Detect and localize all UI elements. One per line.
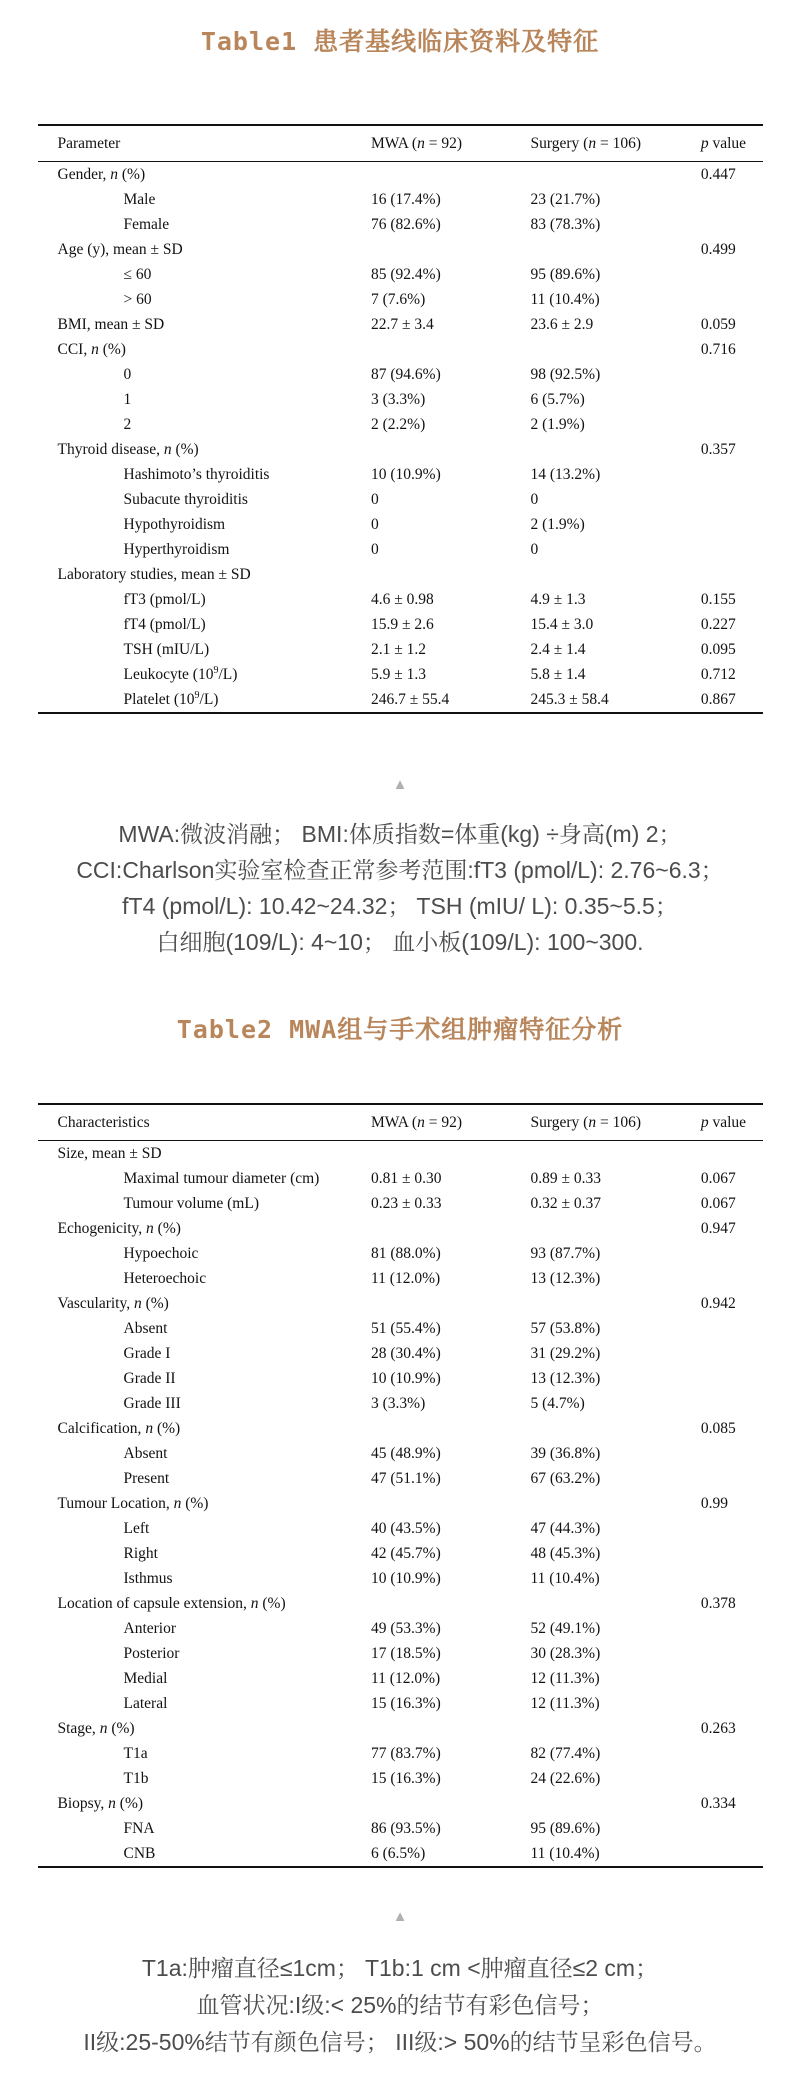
- mwa-value: 0: [371, 490, 379, 508]
- p-value: 0.059: [700, 315, 736, 333]
- table-row: [38, 512, 763, 537]
- table-row: [38, 1591, 763, 1616]
- mwa-value: 10 (10.9%): [371, 1569, 441, 1587]
- p-value: 0.712: [700, 665, 736, 683]
- triangle-up-icon: ▲: [392, 776, 408, 793]
- table1-header-row: [38, 125, 763, 162]
- row-label: Absent: [123, 1444, 168, 1462]
- table-row: [38, 1316, 763, 1341]
- surgery-value: 5.8 ± 1.4: [530, 665, 586, 683]
- table-row: [38, 1341, 763, 1366]
- row-label: FNA: [123, 1819, 155, 1837]
- surgery-value: 14 (13.2%): [530, 465, 601, 483]
- note-line: II级:25-50%结节有颜色信号； III级:> 50%的结节呈彩色信号。: [83, 2029, 717, 2055]
- mwa-value: 5.9 ± 1.3: [371, 665, 427, 683]
- surgery-value: 98 (92.5%): [530, 365, 601, 383]
- table-row: [38, 237, 763, 262]
- mwa-value: 51 (55.4%): [371, 1319, 441, 1337]
- table-row: [38, 1191, 763, 1216]
- surgery-value: [531, 1141, 701, 1167]
- row-label: 1: [123, 390, 132, 408]
- mwa-value: 15 (16.3%): [371, 1769, 441, 1787]
- mwa-value: 11 (12.0%): [371, 1669, 441, 1687]
- mwa-value: 2 (2.2%): [371, 415, 426, 433]
- surgery-value: 11 (10.4%): [530, 1844, 600, 1862]
- table1-table: [38, 124, 763, 714]
- surgery-value: [531, 1791, 701, 1816]
- mwa-value: 15.9 ± 2.6: [371, 615, 434, 633]
- table2-note: [0, 1950, 800, 2061]
- mwa-value: 77 (83.7%): [371, 1744, 441, 1762]
- table1-note: [0, 816, 800, 960]
- p-value: [701, 287, 763, 312]
- p-value: [701, 362, 763, 387]
- table2-column-header: MWA (n = 92): [371, 1104, 531, 1141]
- row-label: fT3 (pmol/L): [123, 590, 206, 608]
- surgery-value: 2.4 ± 1.4: [530, 640, 586, 658]
- row-label: T1a: [123, 1744, 148, 1762]
- surgery-value: 13 (12.3%): [530, 1269, 601, 1287]
- p-value: 0.067: [700, 1169, 736, 1187]
- mwa-value: 6 (6.5%): [371, 1844, 426, 1862]
- surgery-value: 82 (77.4%): [530, 1744, 601, 1762]
- surgery-value: [531, 1591, 701, 1616]
- table-row: [38, 412, 763, 437]
- row-label: Heteroechoic: [123, 1269, 207, 1287]
- row-label: 0: [123, 365, 132, 383]
- mwa-value: [371, 162, 531, 188]
- surgery-value: 5 (4.7%): [530, 1394, 585, 1412]
- table-row: [38, 1416, 763, 1441]
- p-value: 0.378: [700, 1594, 736, 1612]
- table-row: [38, 1366, 763, 1391]
- mwa-value: 7 (7.6%): [371, 290, 426, 308]
- row-label: Hyperthyroidism: [123, 540, 230, 558]
- p-value: [701, 1541, 763, 1566]
- row-label: TSH (mIU/L): [123, 640, 210, 658]
- row-label: Subacute thyroiditis: [123, 490, 248, 508]
- mwa-value: 11 (12.0%): [371, 1269, 441, 1287]
- surgery-value: 83 (78.3%): [530, 215, 601, 233]
- row-label: Medial: [123, 1669, 168, 1687]
- table-row: [38, 487, 763, 512]
- mwa-value: 16 (17.4%): [371, 190, 441, 208]
- p-value: [701, 1616, 763, 1641]
- table-row: [38, 612, 763, 637]
- p-value: 0.499: [700, 240, 736, 258]
- row-label: Size, mean ± SD: [57, 1144, 162, 1162]
- surgery-value: 48 (45.3%): [530, 1544, 601, 1562]
- table-row: [38, 1266, 763, 1291]
- p-value: [701, 1666, 763, 1691]
- mwa-value: 87 (94.6%): [371, 365, 441, 383]
- row-label: Grade III: [123, 1394, 181, 1412]
- mwa-value: [371, 1416, 531, 1441]
- p-value: [701, 412, 763, 437]
- p-value: [701, 462, 763, 487]
- row-label: Thyroid disease, n (%): [57, 440, 199, 458]
- surgery-value: 4.9 ± 1.3: [530, 590, 586, 608]
- p-value: 0.095: [700, 640, 736, 658]
- table2-table: [38, 1103, 763, 1868]
- table-row: [38, 262, 763, 287]
- mwa-value: 0: [371, 515, 379, 533]
- p-value: [701, 1691, 763, 1716]
- row-label: ≤ 60: [123, 265, 152, 283]
- note-line: 白细胞(109/L): 4~10； 血小板(109/L): 100~300.: [156, 929, 644, 955]
- row-label: Hypoechoic: [123, 1244, 199, 1262]
- table-row: [38, 362, 763, 387]
- surgery-value: 2 (1.9%): [530, 515, 585, 533]
- mwa-value: 0.81 ± 0.30: [371, 1169, 442, 1187]
- mwa-value: [371, 1491, 531, 1516]
- p-value: [701, 387, 763, 412]
- surgery-value: 6 (5.7%): [530, 390, 585, 408]
- mwa-value: 47 (51.1%): [371, 1469, 441, 1487]
- surgery-value: 2 (1.9%): [530, 415, 585, 433]
- table-row: [38, 212, 763, 237]
- surgery-value: 93 (87.7%): [530, 1244, 601, 1262]
- mwa-value: 15 (16.3%): [371, 1694, 441, 1712]
- triangle-up-icon: ▲: [392, 1908, 408, 1925]
- table-row: [38, 312, 763, 337]
- p-value: [701, 262, 763, 287]
- row-label: Calcification, n (%): [57, 1419, 181, 1437]
- mwa-value: 86 (93.5%): [371, 1819, 441, 1837]
- surgery-value: 39 (36.8%): [530, 1444, 601, 1462]
- mwa-value: 28 (30.4%): [371, 1344, 441, 1362]
- mwa-value: 49 (53.3%): [371, 1619, 441, 1637]
- p-value: [701, 1391, 763, 1416]
- row-label: Right: [123, 1544, 158, 1562]
- mwa-value: [371, 1141, 531, 1167]
- p-value: [701, 1741, 763, 1766]
- p-value: [701, 187, 763, 212]
- mwa-value: [371, 1591, 531, 1616]
- table1-body: [38, 162, 763, 714]
- p-value: [701, 1566, 763, 1591]
- p-value: [701, 487, 763, 512]
- surgery-value: 31 (29.2%): [530, 1344, 601, 1362]
- surgery-value: 24 (22.6%): [530, 1769, 601, 1787]
- table-row: [38, 1641, 763, 1666]
- table-row: [38, 1291, 763, 1316]
- row-label: Maximal tumour diameter (cm): [123, 1169, 320, 1187]
- row-label: Tumour Location, n (%): [57, 1494, 209, 1512]
- mwa-value: 0.23 ± 0.33: [371, 1194, 442, 1212]
- surgery-value: 95 (89.6%): [530, 1819, 601, 1837]
- row-label: BMI, mean ± SD: [57, 315, 165, 333]
- surgery-value: 12 (11.3%): [530, 1694, 600, 1712]
- surgery-value: 245.3 ± 58.4: [530, 690, 609, 708]
- surgery-value: 30 (28.3%): [530, 1644, 601, 1662]
- surgery-value: 0.89 ± 0.33: [530, 1169, 602, 1187]
- row-label: Gender, n (%): [57, 165, 146, 183]
- surgery-value: 13 (12.3%): [530, 1369, 601, 1387]
- surgery-value: 23 (21.7%): [530, 190, 601, 208]
- surgery-value: [531, 1491, 701, 1516]
- table2-body: [38, 1141, 763, 1868]
- table-row: [38, 162, 763, 188]
- table-row: [38, 637, 763, 662]
- mwa-value: 10 (10.9%): [371, 465, 441, 483]
- p-value: [701, 1641, 763, 1666]
- note-line: MWA:微波消融； BMI:体质指数=体重(kg) ÷身高(m) 2；: [118, 821, 682, 847]
- p-value: [701, 562, 763, 587]
- row-label: Female: [123, 215, 170, 233]
- table-row: [38, 587, 763, 612]
- table2-column-header: Surgery (n = 106): [531, 1104, 701, 1141]
- table-row: [38, 387, 763, 412]
- mwa-value: 246.7 ± 55.4: [371, 690, 450, 708]
- mwa-value: 45 (48.9%): [371, 1444, 441, 1462]
- p-value: [701, 212, 763, 237]
- row-label: Age (y), mean ± SD: [57, 240, 183, 258]
- table-row: [38, 462, 763, 487]
- table-row: [38, 537, 763, 562]
- table-row: [38, 1516, 763, 1541]
- p-value: [701, 1366, 763, 1391]
- surgery-value: 47 (44.3%): [530, 1519, 601, 1537]
- table-row: [38, 562, 763, 587]
- mwa-value: [371, 237, 531, 262]
- p-value: 0.085: [700, 1419, 736, 1437]
- table-row: [38, 1441, 763, 1466]
- mwa-value: 22.7 ± 3.4: [371, 315, 434, 333]
- p-value: [701, 1766, 763, 1791]
- mwa-value: 2.1 ± 1.2: [371, 640, 427, 658]
- surgery-value: [531, 1216, 701, 1241]
- p-value: [701, 1241, 763, 1266]
- p-value: [701, 512, 763, 537]
- table-row: [38, 287, 763, 312]
- p-value: 0.227: [700, 615, 736, 633]
- mwa-value: [371, 1791, 531, 1816]
- p-value: [701, 1341, 763, 1366]
- mwa-value: 42 (45.7%): [371, 1544, 441, 1562]
- table-row: [38, 1666, 763, 1691]
- mwa-value: [371, 337, 531, 362]
- p-value: 0.947: [700, 1219, 736, 1237]
- p-value: 0.867: [700, 690, 736, 708]
- row-label: Location of capsule extension, n (%): [57, 1594, 286, 1612]
- surgery-value: 11 (10.4%): [530, 1569, 600, 1587]
- mwa-value: 40 (43.5%): [371, 1519, 441, 1537]
- row-label: Lateral: [123, 1694, 168, 1712]
- row-label: Male: [123, 190, 156, 208]
- row-label: CCI, n (%): [57, 340, 126, 358]
- surgery-value: 23.6 ± 2.9: [530, 315, 594, 333]
- mwa-value: 17 (18.5%): [371, 1644, 441, 1662]
- row-label: Posterior: [123, 1644, 180, 1662]
- surgery-value: [531, 1291, 701, 1316]
- p-value: 0.447: [700, 165, 736, 183]
- table-row: [38, 1766, 763, 1791]
- surgery-value: 11 (10.4%): [530, 290, 600, 308]
- table-row: [38, 1791, 763, 1816]
- table-row: [38, 687, 763, 713]
- table-row: [38, 1466, 763, 1491]
- surgery-value: [531, 437, 701, 462]
- surgery-value: 12 (11.3%): [530, 1669, 600, 1687]
- table-row: [38, 1241, 763, 1266]
- note-line: fT4 (pmol/L): 10.42~24.32； TSH (mIU/ L): 0.35~5.5；: [122, 893, 678, 919]
- table1-column-header: Surgery (n = 106): [531, 125, 701, 162]
- table1-title: Table1 患者基线临床资料及特征: [200, 27, 600, 56]
- p-value: 0.067: [700, 1194, 736, 1212]
- mwa-value: [371, 1216, 531, 1241]
- row-label: Platelet $(10^9/L)$: [123, 689, 219, 708]
- mwa-value: 85 (92.4%): [371, 265, 441, 283]
- row-label: Laboratory studies, mean ± SD: [57, 565, 251, 583]
- table-row: [38, 1216, 763, 1241]
- table1-column-header: MWA (n = 92): [371, 125, 531, 162]
- row-label: T1b: [123, 1769, 149, 1787]
- surgery-value: 95 (89.6%): [530, 265, 601, 283]
- row-label: Tumour volume (mL): [123, 1194, 259, 1212]
- row-label: Absent: [123, 1319, 168, 1337]
- table-row: [38, 1391, 763, 1416]
- row-label: Hashimoto’s thyroiditis: [123, 465, 270, 483]
- p-value: [701, 1516, 763, 1541]
- surgery-value: 52 (49.1%): [530, 1619, 601, 1637]
- row-label: Grade I: [123, 1344, 171, 1362]
- table-row: [38, 437, 763, 462]
- p-value: [701, 1266, 763, 1291]
- mwa-value: 76 (82.6%): [371, 215, 441, 233]
- p-value: [701, 1441, 763, 1466]
- p-value: 0.99: [700, 1494, 728, 1512]
- table2-column-header: p value: [701, 1104, 763, 1141]
- surgery-value: [531, 1416, 701, 1441]
- row-label: Leukocyte $(10^9/L)$: [123, 664, 238, 683]
- row-label: Vascularity, n (%): [57, 1294, 169, 1312]
- p-value: 0.716: [700, 340, 736, 358]
- table-row: [38, 1741, 763, 1766]
- p-value: [701, 1316, 763, 1341]
- row-label: Hypothyroidism: [123, 515, 226, 533]
- row-label: Isthmus: [123, 1569, 173, 1587]
- table-row: [38, 1691, 763, 1716]
- table1-column-header: Parameter: [38, 125, 372, 162]
- mwa-value: [371, 1291, 531, 1316]
- table2-title: Table2 MWA组与手术组肿瘤特征分析: [176, 1015, 624, 1044]
- surgery-value: 67 (63.2%): [530, 1469, 601, 1487]
- p-value: 0.263: [700, 1719, 736, 1737]
- note-line: CCI:Charlson实验室检查正常参考范围:fT3 (pmol/L): 2.76~6.3；: [76, 857, 724, 883]
- note-line: T1a:肿瘤直径≤1cm； T1b:1 cm <肿瘤直径≤2 cm；: [141, 1955, 659, 1981]
- table-row: [38, 187, 763, 212]
- mwa-value: 81 (88.0%): [371, 1244, 441, 1262]
- table-row: [38, 1716, 763, 1741]
- row-label: Biopsy, n (%): [57, 1794, 144, 1812]
- row-label: CNB: [123, 1844, 156, 1862]
- table-row: [38, 337, 763, 362]
- surgery-value: 0: [530, 540, 539, 558]
- mwa-value: 3 (3.3%): [371, 390, 426, 408]
- surgery-value: 0.32 ± 0.37: [530, 1194, 602, 1212]
- table-row: [38, 1616, 763, 1641]
- mwa-value: [371, 562, 531, 587]
- table-row: [38, 1541, 763, 1566]
- row-label: Left: [123, 1519, 150, 1537]
- table-row: [38, 1841, 763, 1867]
- mwa-value: 4.6 ± 0.98: [371, 590, 434, 608]
- table1-column-header: p value: [701, 125, 763, 162]
- p-value: 0.334: [700, 1794, 736, 1812]
- p-value: [701, 1466, 763, 1491]
- mwa-value: [371, 1716, 531, 1741]
- row-label: Grade II: [123, 1369, 176, 1387]
- surgery-value: [531, 162, 701, 188]
- p-value: [701, 1141, 763, 1167]
- p-value: [701, 1816, 763, 1841]
- mwa-value: 10 (10.9%): [371, 1369, 441, 1387]
- p-value: 0.155: [700, 590, 736, 608]
- row-label: Anterior: [123, 1619, 177, 1637]
- row-label: fT4 (pmol/L): [123, 615, 206, 633]
- surgery-value: [531, 337, 701, 362]
- table-row: [38, 1816, 763, 1841]
- row-label: 2: [123, 415, 132, 433]
- row-label: Present: [123, 1469, 170, 1487]
- surgery-value: 15.4 ± 3.0: [530, 615, 594, 633]
- surgery-value: [531, 237, 701, 262]
- surgery-value: 57 (53.8%): [530, 1319, 601, 1337]
- surgery-value: [531, 562, 701, 587]
- table-row: [38, 1566, 763, 1591]
- p-value: [701, 1841, 763, 1867]
- row-label: > 60: [123, 290, 152, 308]
- mwa-value: 0: [371, 540, 379, 558]
- p-value: 0.942: [700, 1294, 736, 1312]
- mwa-value: [371, 437, 531, 462]
- note-line: 血管状况:I级:< 25%的结节有彩色信号；: [196, 1992, 604, 2018]
- mwa-value: 3 (3.3%): [371, 1394, 426, 1412]
- table-row: [38, 662, 763, 687]
- p-value: [701, 537, 763, 562]
- row-label: Stage, n (%): [57, 1719, 135, 1737]
- table2-header-row: [38, 1104, 763, 1141]
- table-row: [38, 1166, 763, 1191]
- table2-column-header: Characteristics: [38, 1104, 372, 1141]
- surgery-value: [531, 1716, 701, 1741]
- table-row: [38, 1141, 763, 1167]
- table-row: [38, 1491, 763, 1516]
- p-value: 0.357: [700, 440, 736, 458]
- row-label: Echogenicity, n (%): [57, 1219, 181, 1237]
- surgery-value: 0: [530, 490, 539, 508]
